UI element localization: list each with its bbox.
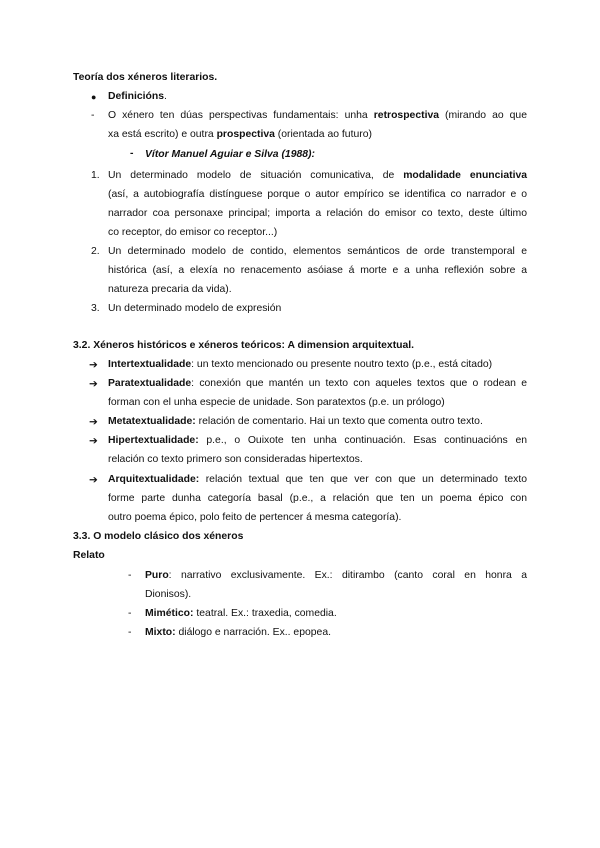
section-3-3-heading: 3.3. O modelo clásico dos xéneros (73, 531, 244, 542)
item-2-line-1: Un determinado modelo de contido, elementos semánticos de orde transtemporal e (108, 246, 527, 257)
arrow-icon: ➔ (89, 360, 98, 371)
mimetico-item: Mimético: teatral. Ex.: traxedia, comedia. (145, 608, 337, 619)
architextuality-line-3: outro poema épico, polo feito de pertencer á mesma categoría). (108, 512, 402, 523)
hypertextuality-line-1: Hipertextualidade: p.e., o Ouixote ten unha continuación. Esas continuacións en (108, 435, 527, 446)
item-1-line-2: (así, a autobiografía distínguese porque o autor empírico se identifica co narrador e o (108, 189, 527, 200)
item-3-line-1: Un determinado modelo de expresión (108, 303, 282, 314)
item-2-line-3: natureza precaria da vida). (108, 284, 232, 295)
item-1-line-4: co receptor, do emisor co receptor...) (108, 227, 278, 238)
puro-line-1: Puro: narrativo exclusivamente. Ex.: ditirambo (canto coral en honra a (145, 570, 527, 581)
perspectives-line-1: O xénero ten dúas perspectivas fundamentais: unha retrospectiva (mirando ao que (108, 110, 527, 121)
relato-subheading: Relato (73, 550, 105, 561)
perspectives-line-2: xa está escrito) e outra prospectiva (orientada ao futuro) (108, 129, 372, 140)
arrow-icon: ➔ (89, 417, 98, 428)
item-1-line-1: Un determinado modelo de situación comunicativa, de modalidade enunciativa (108, 170, 528, 181)
bullet-icon: ● (91, 92, 97, 102)
arrow-icon: ➔ (89, 475, 98, 486)
dash-bullet: - (128, 608, 132, 619)
author-reference: Vítor Manuel Aguiar e Silva (1988): (145, 149, 315, 160)
architextuality-line-2: forme parte dunha categoría basal (p.e., a relación que ten un poema épico con (108, 493, 527, 504)
sub-dash-bullet: - (130, 148, 134, 159)
item-1-line-3: narrador coa personaxe principal; importa a relación do emisor co texto, deste último (108, 208, 527, 219)
list-number-2: 2. (91, 246, 100, 257)
mixto-item: Mixto: diálogo e narración. Ex.. epopea. (145, 627, 331, 638)
list-number-1: 1. (91, 170, 100, 181)
arrow-icon: ➔ (89, 436, 98, 447)
intertextuality-item: Intertextualidade: un texto mencionado ou presente noutro texto (p.e., está citado) (108, 359, 493, 370)
item-2-line-2: histórica (así, a elexía no renacemento asóiase á morte e a unha reflexión sobre a (108, 265, 527, 276)
arrow-icon: ➔ (89, 379, 98, 390)
dash-bullet: - (128, 627, 132, 638)
document-title: Teoría dos xéneros literarios. (73, 72, 218, 83)
dash-bullet: - (128, 570, 132, 581)
puro-line-2: Dionisos). (145, 589, 192, 600)
dash-bullet: - (91, 110, 95, 121)
hypertextuality-line-2: relación co texto primero son consideradas hipertextos. (108, 454, 363, 465)
architextuality-line-1: Arquitextualidade: relación textual que ten que ver con que un determinado texto (108, 474, 527, 485)
section-3-2-heading: 3.2. Xéneros históricos e xéneros teóricos: A dimension arquitextual. (73, 340, 415, 351)
paratextuality-line-2: forman con el unha especie de unidade. Son paratextos (p.e. un prólogo) (108, 397, 445, 408)
definitions-heading: Definicións. (108, 91, 167, 102)
list-number-3: 3. (91, 303, 100, 314)
metatextuality-item: Metatextualidade: relación de comentario. Hai un texto que comenta outro texto. (108, 416, 483, 427)
paratextuality-line-1: Paratextualidade: conexión que mantén un texto con aqueles textos que o rodean e (108, 378, 527, 389)
